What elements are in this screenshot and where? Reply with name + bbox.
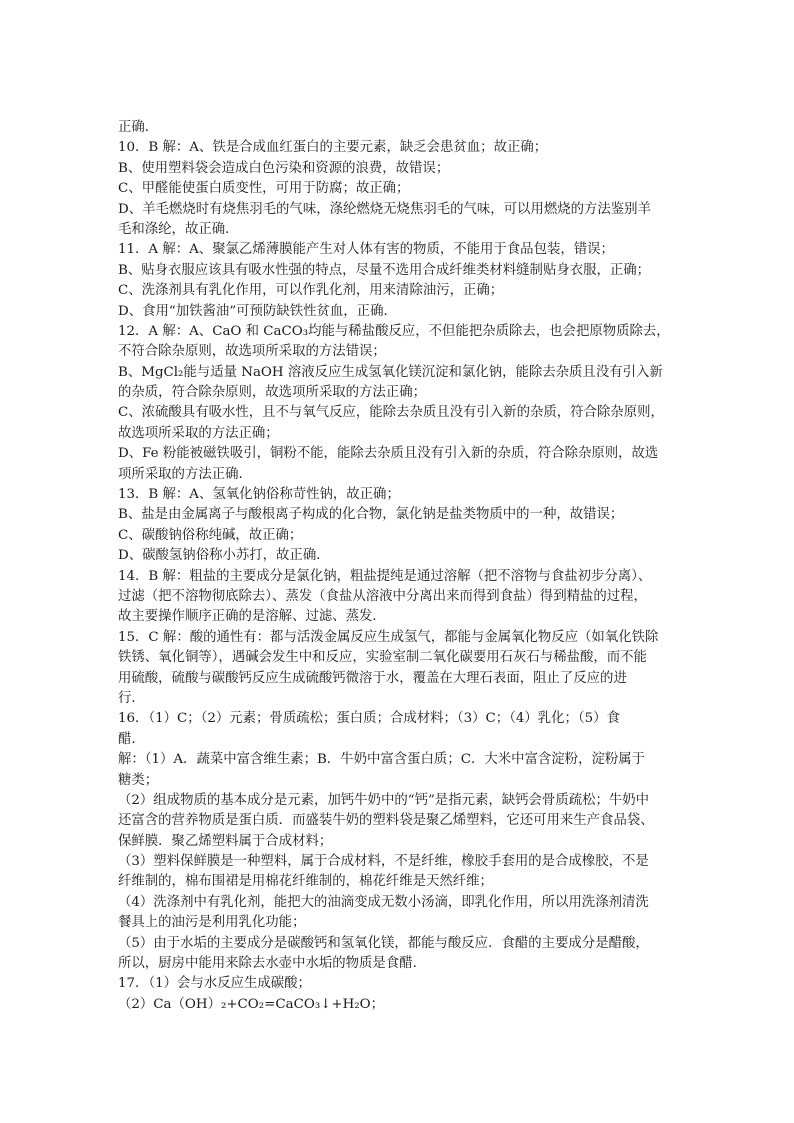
text-line: 行．: [118, 690, 145, 706]
text-line: （2）Ca（OH）₂+CO₂=CaCO₃↓+H₂O；: [118, 996, 385, 1012]
text-line: （3）塑料保鲜膜是一种塑料，属于合成材料，不是纤维，橡胶手套用的是合成橡胶，不是: [118, 854, 649, 870]
text-line: 11．A 解：A、聚氯乙烯薄膜能产生对人体有害的物质，不能用于食品包装，错误；: [118, 242, 614, 258]
text-line: 故主要操作顺序正确的是溶解、过滤、蒸发．: [118, 609, 386, 625]
text-line: （2）组成物质的基本成分是元素，加钙牛奶中的“钙”是指元素，缺钙会骨质疏松；牛奶中: [118, 792, 650, 808]
text-line: 糖类；: [118, 772, 159, 788]
text-line: 14．B 解：粗盐的主要成分是氯化钠，粗盐提纯是通过溶解（把不溶物与食盐初步分离）、: [118, 568, 652, 584]
text-line: 还富含的营养物质是蛋白质．而盛装牛奶的塑料袋是聚乙烯塑料，它还可用来生产食品袋、: [118, 813, 654, 829]
text-line: 10．B 解：A、铁是合成血红蛋白的主要元素，缺乏会患贫血；故正确；: [118, 140, 548, 156]
text-line: 不符合除杂原则，故选项所采取的方法错误；: [118, 344, 386, 360]
text-line: 故选项所采取的方法正确；: [118, 425, 279, 441]
text-line: B、MgCl₂能与适量 NaOH 溶液反应生成氢氧化镁沉淀和氯化钠，能除去杂质且没有引入新: [118, 364, 663, 380]
text-line: （4）洗涤剂中有乳化剂，能把大的油滴变成无数小汤滴，即乳化作用，所以用洗涤剂清洗: [118, 894, 649, 910]
text-line: 纤维制的，棉布围裙是用棉花纤维制的，棉花纤维是天然纤维；: [118, 874, 493, 890]
text-line: （5）由于水垢的主要成分是碳酸钙和氢氧化镁，都能与酸反应．食醋的主要成分是醋酸，: [118, 935, 649, 951]
text-line: B、使用塑料袋会造成白色污染和资源的浪费，故错误；: [118, 160, 450, 176]
text-line: 用硫酸，硫酸与碳酸钙反应生成硫酸钙微溶于水，覆盖在大理石表面，阻止了反应的进: [118, 670, 627, 686]
text-line: 13．B 解：A、氢氧化钠俗称苛性钠，故正确；: [118, 487, 400, 503]
text-line: 16．（1）C；（2）元素；骨质疏松；蛋白质；合成材料；（3）C；（4）乳化；（5）食: [118, 711, 620, 727]
text-line: 项所采取的方法正确．: [118, 466, 252, 482]
text-line: B、贴身衣服应该具有吸水性强的特点，尽量不选用合成纤维类材料缝制贴身衣服，正确；: [118, 262, 651, 278]
answer-explanation-text: [118, 118, 678, 1015]
text-line: C、浓硫酸具有吸水性，且不与氧气反应，能除去杂质且没有引入新的杂质，符合除杂原则，: [118, 405, 664, 421]
text-line: D、碳酸氢钠俗称小苏打，故正确．: [118, 548, 330, 564]
text-line: 的杂质，符合除杂原则，故选项所采取的方法正确；: [118, 385, 426, 401]
text-line: D、Fe 粉能被磁铁吸引，铜粉不能，能除去杂质且没有引入新的杂质，符合除杂原则，故选: [118, 446, 659, 462]
text-line: 铁锈、氧化铜等），遇碱会发生中和反应，实验室制二氧化碳要用石灰石与稀盐酸，而不能: [118, 650, 647, 666]
text-line: C、洗涤剂具有乳化作用，可以作乳化剂，用来清除油污，正确；: [118, 283, 504, 299]
text-line: D、羊毛燃烧时有烧焦羽毛的气味，涤纶燃烧无烧焦羽毛的气味，可以用燃烧的方法鉴别羊: [118, 201, 651, 217]
text-line: 所以，厨房中能用来除去水壶中水垢的物质是食醋．: [118, 956, 426, 972]
text-line: 12．A 解：A、CaO 和 CaCO₃均能与稀盐酸反应，不但能把杂质除去，也会把原物质除去，: [118, 323, 670, 339]
text-line: C、碳酸钠俗称纯碱，故正确；: [118, 527, 303, 543]
text-line: C、甲醛能使蛋白质变性，可用于防腐；故正确；: [118, 181, 410, 197]
text-line: 正确．: [118, 120, 159, 135]
text-line: 解：（1）A．蔬菜中富含维生素；B．牛奶中富含蛋白质；C．大米中富含淀粉，淀粉属于: [118, 752, 646, 768]
text-line: 15．C 解：酸的通性有：都与活泼金属反应生成氢气，都能与金属氧化物反应（如氧化铁除: [118, 629, 659, 645]
text-line: D、食用“加铁酱油”可预防缺铁性贫血，正确．: [118, 303, 397, 319]
text-line: 17．（1）会与水反应生成碳酸；: [118, 976, 311, 992]
text-line: 醋．: [118, 731, 145, 747]
text-line: B、盐是由金属离子与酸根离子构成的化合物，氯化钠是盐类物质中的一种，故错误；: [118, 507, 624, 523]
text-line: 过滤（把不溶物彻底除去）、蒸发（食盐从溶液中分离出来而得到食盐）得到精盐的过程，: [118, 588, 647, 604]
text-line: 毛和涤纶，故正确．: [118, 221, 239, 237]
text-line: 餐具上的油污是利用乳化功能；: [118, 915, 306, 931]
text-line: 保鲜膜．聚乙烯塑料属于合成材料；: [118, 833, 333, 849]
